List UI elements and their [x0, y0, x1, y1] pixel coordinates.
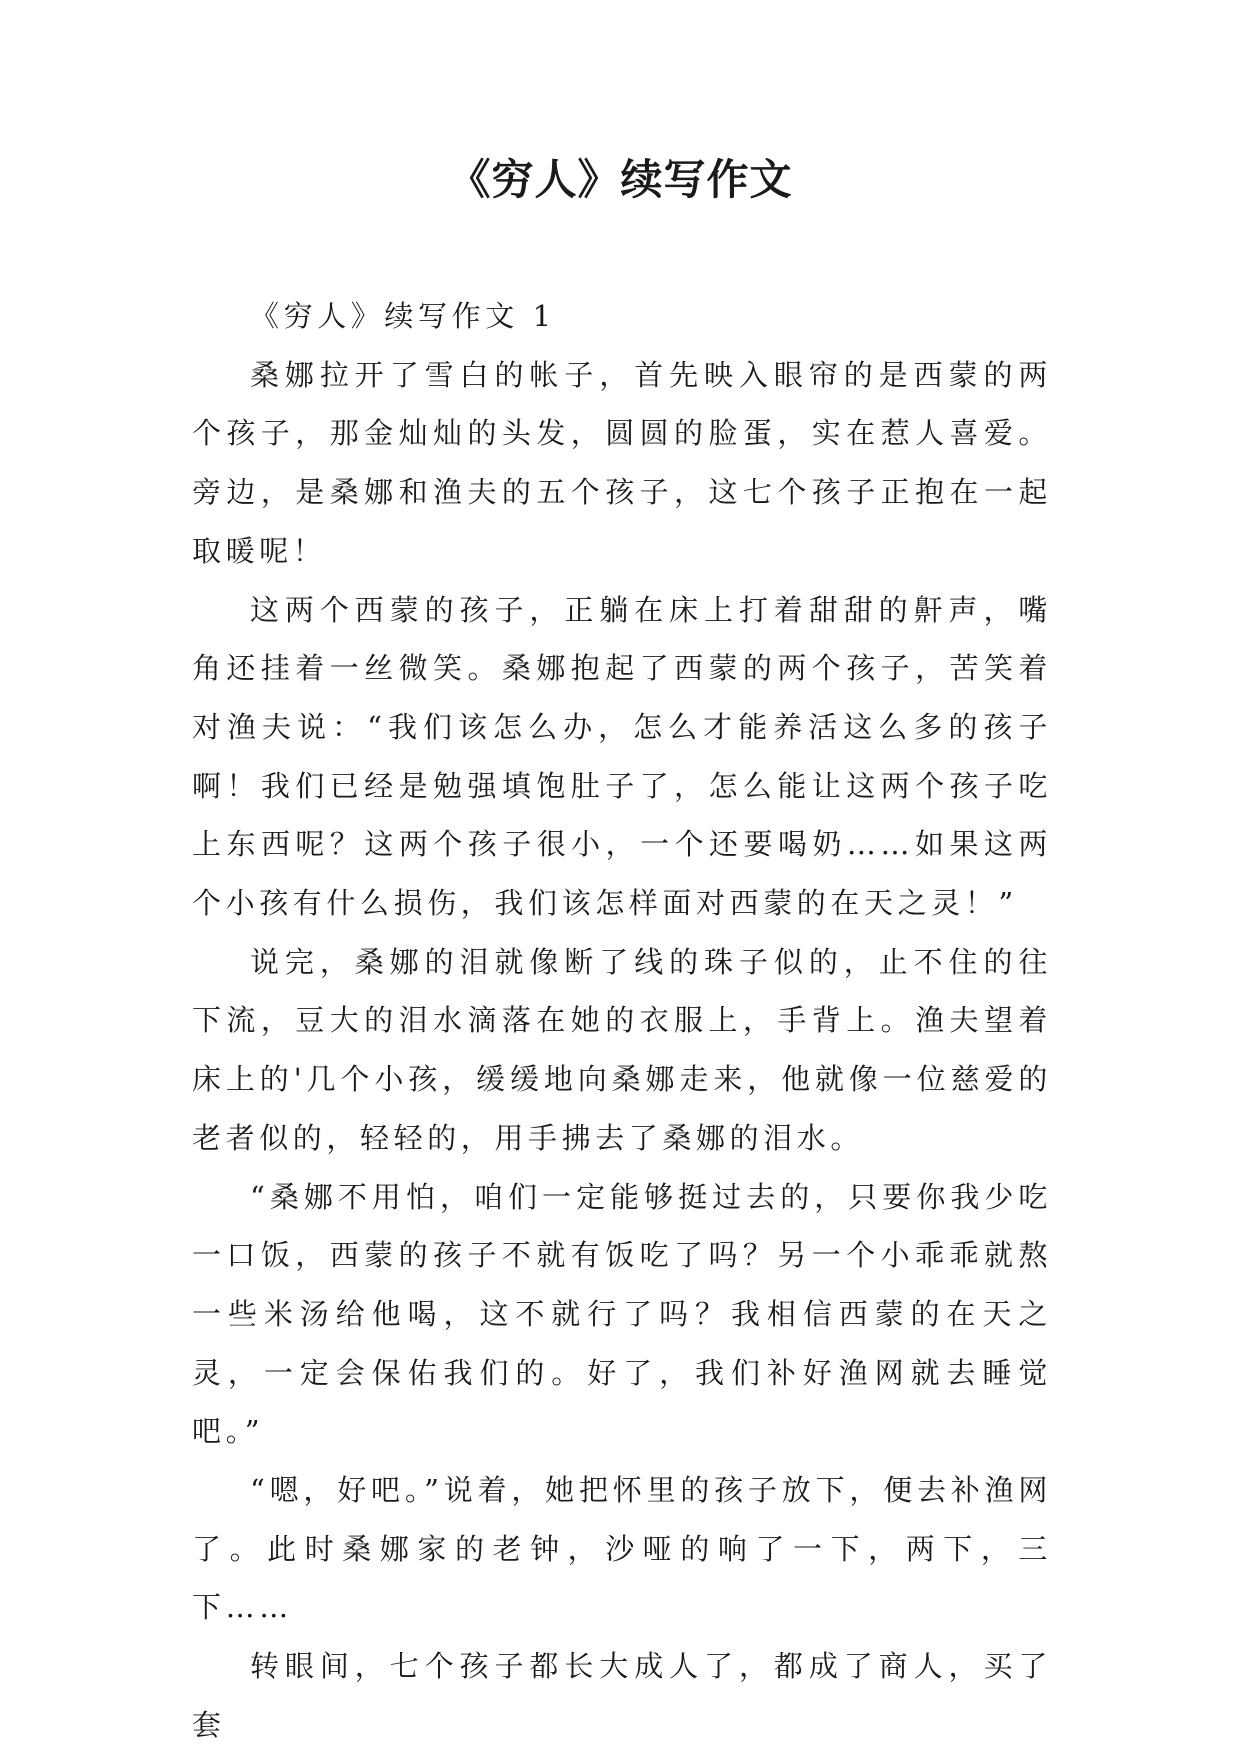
paragraph: 这两个西蒙的孩子，正躺在床上打着甜甜的鼾声，嘴角还挂着一丝微笑。桑娜抱起了西蒙的两个孩子，苦笑着对渔夫说：“我们该怎么办，怎么才能养活这么多的孩子啊！我们已经是勉强填饱肚子了，怎么能让这两个孩子吃上东西呢？这两个孩子很小，一个还要喝奶……如果这两个小孩有什么损伤，我们该怎样面对西蒙的在天之灵！”	[192, 592, 1052, 921]
paragraph: “桑娜不用怕，咱们一定能够挺过去的，只要你我少吃一口饭，西蒙的孩子不就有饭吃了吗？另一个小乖乖就熬一些米汤给他喝，这不就行了吗？我相信西蒙的在天之灵，一定会保佑我们的。好了，我们补好渔网就去睡觉吧。”	[192, 1179, 1052, 1449]
section-heading: 《穷人》续写作文 1	[250, 299, 556, 333]
document-title: 《穷人》续写作文	[448, 155, 793, 204]
paragraph: 说完，桑娜的泪就像断了线的珠子似的，止不住的往下流，豆大的泪水滴落在她的衣服上，手背上。渔夫望着床上的'几个小孩，缓缓地向桑娜走来，他就像一位慈爱的老者似的，轻轻的，用手拂去了桑娜的泪水。	[192, 944, 1052, 1155]
document-body	[192, 287, 1052, 1755]
paragraph: 转眼间，七个孩子都长大成人了，都成了商人，买了套	[192, 1649, 1052, 1742]
paragraph: 桑娜拉开了雪白的帐子，首先映入眼帘的是西蒙的两个孩子，那金灿灿的头发，圆圆的脸蛋，实在惹人喜爱。旁边，是桑娜和渔夫的五个孩子，这七个孩子正抱在一起取暖呢！	[192, 357, 1052, 568]
paragraph: “嗯，好吧。”说着，她把怀里的孩子放下，便去补渔网了。此时桑娜家的老钟，沙哑的响了一下，两下，三下……	[192, 1473, 1052, 1625]
